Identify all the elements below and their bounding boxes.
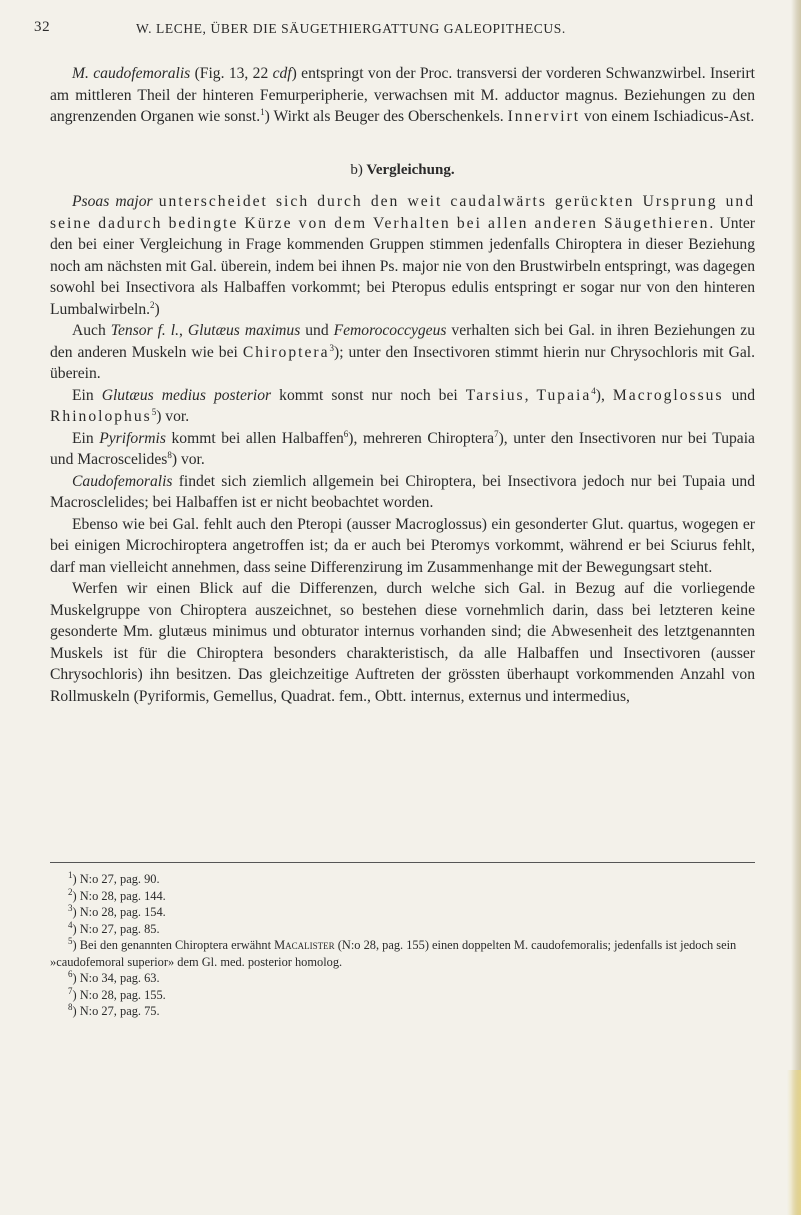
paragraph-text: und <box>723 386 755 404</box>
paragraph-text: ) vor. <box>156 408 190 425</box>
paragraph-text: ); unter den Insectivoren stimmt hierin nur Chrysochloris mit Gal. überein. <box>50 343 755 382</box>
footnote <box>50 1003 755 1020</box>
footnote-text: ) N:o 27, pag. 90. <box>72 872 160 886</box>
spaced-text: unterscheidet sich durch den weit caudalwärts gerückten Ursprung und seine dadurch bedingte Kürze von dem Verhalten bei allen anderen Säugethieren. <box>50 193 755 232</box>
footnote <box>50 921 755 938</box>
footnote-mark: 8 <box>68 1001 73 1012</box>
body-text <box>50 63 755 707</box>
footnote-text: (N:o 28, pag. 155) einen doppelten M. caudofemoralis; jedenfalls ist jedoch sein »caudofemoral superior» dem Gl. med. posterior homolog. <box>50 938 737 969</box>
footnote-ref: 7 <box>494 428 499 439</box>
paragraph-caudofemoralis-comparison <box>50 471 755 514</box>
paragraph-text: ), mehreren Chiroptera <box>348 429 495 447</box>
muscle-name: Psoas major <box>72 193 153 210</box>
spaced-text: Chiroptera <box>242 343 330 361</box>
muscle-name: Glutæus maximus <box>187 322 301 339</box>
paragraph-psoas <box>50 191 755 320</box>
paragraph-glut-quartus: Ebenso wie bei Gal. fehlt auch den Pteropi (ausser Macroglossus) ein gesonderter Glut. quartus, wogegen er bei einigen Microchiroptera angetroffen ist; da er auch bei Pteromys vorkommt, während er bei Sciurus fehlt, darf man vielleicht annehmen, dass seine Differenzirung im Zusammenhange mit der Bewegungsart steht. <box>50 515 755 576</box>
spaced-text: Macroglossus <box>612 386 724 404</box>
paragraph-text: und <box>300 322 334 339</box>
footnote <box>50 888 755 905</box>
spaced-text: Innervirt <box>507 108 581 125</box>
muscle-name: Pyriformis <box>99 429 166 447</box>
paragraph-text: findet sich ziemlich allgemein bei Chiroptera, bei Insectivora jedoch nur bei Tupaia und Macrosclelides; bei Halbaffen ist er nicht beobachtet worden. <box>50 472 755 511</box>
spaced-text: Tarsius <box>465 386 525 404</box>
paragraph-text: Ein <box>72 386 102 404</box>
footnote-text: ) N:o 28, pag. 154. <box>72 905 166 919</box>
paragraph-text: von einem Ischiadicus-Ast. <box>580 108 755 125</box>
figure-ref-label: cdf <box>272 65 292 82</box>
paragraph-glutaeus-medius <box>50 385 755 428</box>
muscle-name: Glutæus medius posterior <box>101 386 272 404</box>
paragraph-text: ) <box>154 300 160 318</box>
footnote <box>50 937 755 970</box>
spaced-text: Tupaia <box>536 386 592 404</box>
running-header <box>34 19 774 39</box>
footnote <box>50 871 755 888</box>
figure-ref: (Fig. 13, 22 <box>194 65 269 82</box>
footnote-author: Macalister <box>274 938 335 952</box>
footnote-ref: 4 <box>591 385 596 396</box>
footnote <box>50 904 755 921</box>
paragraph-text: , <box>179 322 188 339</box>
footnote-text: ) Bei den genannten Chiroptera erwähnt <box>72 938 275 952</box>
footnote-ref: 6 <box>343 428 349 439</box>
page-edge <box>791 0 801 1215</box>
paragraph-text: ), unter den Insectivoren nur bei Tupaia und Macroscelides <box>50 429 755 468</box>
page-edge-marker <box>787 1070 801 1215</box>
muscle-name: M. caudofemoralis <box>72 65 191 82</box>
footnote-ref: 8 <box>167 449 172 460</box>
muscle-name: Tensor f. l. <box>110 322 180 339</box>
paragraph-text: ) entspringt von der Proc. transversi der vorderen Schwanzwirbel. Inserirt am mittleren Theil der hinteren Femurperipherie, verwachsen mit M. adductor magnus. Beziehungen zu den angrenzenden Organen wie sonst. <box>50 65 756 125</box>
paragraph-text: ) Wirkt als Beuger des Oberschenkels. <box>264 108 508 125</box>
spaced-text: Rhinolophus <box>50 408 152 425</box>
footnote-ref: 2 <box>150 299 155 310</box>
paragraph-pyriformis <box>50 428 755 471</box>
footnote-ref: 1 <box>260 106 265 117</box>
footnote <box>50 970 755 987</box>
paragraph-text: ) vor. <box>171 451 205 468</box>
section-letter: b) <box>350 161 363 178</box>
page-number: 32 <box>34 19 51 35</box>
paragraph-text: Ein <box>72 429 100 447</box>
paragraph-differences: Werfen wir einen Blick auf die Differenzen, durch welche sich Gal. in Bezug auf die vorliegende Muskelgruppe von Chiroptera auszeichnet, so bestehen diese vornehmlich darin, dass bei letzteren keine gesonderte Mm. glutæus minimus und obturator internus vorhanden sind; die Abwesenheit des letztgenannten Muskels ist für die Chiroptera besonders charakteristisch, da alle Halbaffen und Insectivoren (ausser Chrysochloris) ihn besitzen. Das gleichzeitige Auftreten der grössten überhaupt vorkommenden Anzahl von Rollmuskeln (Pyriformis, Gemellus, Quadrat. fem., Obtt. internus, externus und intermedius, <box>50 580 755 705</box>
paragraph-text: ), <box>595 386 613 404</box>
footnote-ref: 5 <box>151 406 157 417</box>
paragraph-text: verhalten sich bei Gal. in ihren Beziehungen zu den anderen Muskeln wie bei <box>50 322 756 361</box>
footnote-ref: 3 <box>329 342 334 353</box>
section-title: Vergleichung. <box>366 161 455 178</box>
running-title: W. LECHE, ÜBER DIE SÄUGETHIERGATTUNG GALEOPITHECUS. <box>136 21 566 36</box>
footnote-text: ) N:o 34, pag. 63. <box>72 971 160 985</box>
paragraph-caudofemoralis <box>50 63 755 128</box>
footnote-mark: 5 <box>68 935 73 946</box>
footnote-text: ) N:o 28, pag. 155. <box>72 987 166 1002</box>
paragraph-text: , <box>524 386 537 404</box>
footnote-mark: 2 <box>68 886 73 897</box>
footnote-mark: 3 <box>68 902 73 913</box>
footnote <box>50 987 755 1004</box>
paragraph-text: Auch <box>72 322 111 339</box>
footnotes <box>50 862 755 1020</box>
paragraph-text: Unter den bei einer Vergleichung in Frage kommenden Gruppen stimmen jedenfalls Chiroptera in dieser Beziehung noch am nächsten mit Gal. überein, indem bei ihnen Ps. major nie von den Brustwirbeln entspringt, was dagegen sowohl bei Insectivora als Halbaffen vorkommt; bei Pteropus edulis entspringt er sogar nur von den hinteren Lumbalwirbeln. <box>50 214 755 318</box>
footnote-mark: 6 <box>68 968 73 979</box>
footnote-text: ) N:o 27, pag. 85. <box>72 921 160 936</box>
paragraph-tensor <box>50 320 755 385</box>
footnote-mark: 1 <box>68 869 73 880</box>
muscle-name: Femorococcygeus <box>333 322 447 339</box>
footnote-text: ) N:o 27, pag. 75. <box>72 1004 160 1018</box>
muscle-name: Caudofemoralis <box>72 472 173 490</box>
footnote-mark: 7 <box>68 985 73 996</box>
footnote-mark: 4 <box>68 919 73 930</box>
section-heading <box>50 160 755 182</box>
paragraph-text: kommt sonst nur noch bei <box>271 386 466 404</box>
paragraph-text: kommt bei allen Halbaffen <box>165 429 344 447</box>
footnote-text: ) N:o 28, pag. 144. <box>72 888 166 903</box>
